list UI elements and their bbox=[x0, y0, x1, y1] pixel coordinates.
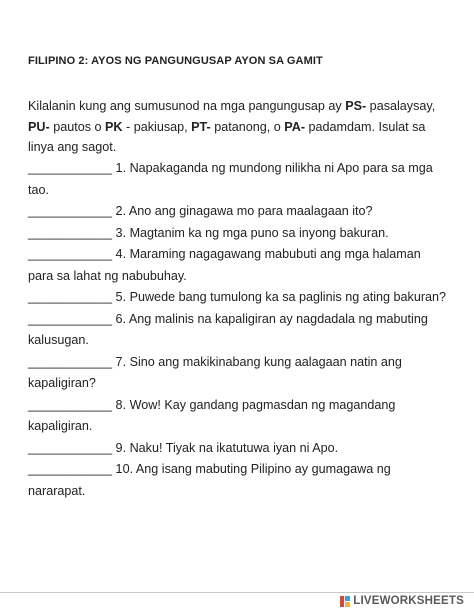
brand-logo[interactable] bbox=[340, 595, 464, 607]
answer-blank[interactable]: ____________ bbox=[28, 440, 113, 455]
question-item bbox=[28, 352, 448, 395]
instructions-paragraph bbox=[28, 96, 448, 158]
question-text: 5. Puwede bang tumulong ka sa paglinis ng ating bakuran? bbox=[112, 290, 447, 304]
brand-name: LIVEWORKSHEETS bbox=[353, 595, 464, 607]
question-text: 7. Sino ang makikinabang kung aalagaan natin ang kapaligiran? bbox=[28, 354, 402, 390]
question-text: 1. Napakaganda ng mundong nilikha ni Apo para sa mga tao. bbox=[28, 161, 433, 197]
instruction-text: padamdam. Isulat sa linya ang sagot. bbox=[28, 119, 426, 154]
answer-blank[interactable]: ____________ bbox=[28, 290, 113, 304]
answer-blank[interactable]: ____________ bbox=[28, 397, 113, 412]
instruction-code: PK bbox=[105, 119, 123, 134]
instruction-text: patanong, o bbox=[210, 119, 285, 134]
question-item bbox=[28, 287, 448, 309]
answer-blank[interactable]: ____________ bbox=[28, 161, 113, 175]
instruction-text: Kilalanin kung ang sumusunod na mga pangungusap ay bbox=[28, 99, 346, 113]
answer-blank[interactable]: ____________ bbox=[28, 247, 113, 261]
question-text: 10. Ang isang mabuting Pilipino ay gumagawa ng nararapat. bbox=[28, 462, 391, 498]
answer-blank[interactable]: ____________ bbox=[28, 354, 113, 369]
question-item bbox=[28, 309, 448, 352]
instruction-code: PA- bbox=[284, 119, 306, 134]
question-item bbox=[28, 223, 448, 245]
answer-blank[interactable]: ____________ bbox=[28, 225, 113, 240]
instruction-text: pautos o bbox=[49, 119, 106, 134]
instruction-code: PU- bbox=[28, 119, 50, 134]
footer-bar bbox=[0, 592, 474, 611]
question-item bbox=[28, 201, 448, 223]
liveworksheets-logo-icon bbox=[340, 596, 350, 607]
answer-blank[interactable]: ____________ bbox=[28, 462, 113, 476]
question-item bbox=[28, 395, 448, 438]
instruction-code: PT- bbox=[191, 119, 211, 134]
question-item bbox=[28, 158, 448, 201]
question-item bbox=[28, 459, 448, 502]
answer-blank[interactable]: ____________ bbox=[28, 311, 113, 326]
instruction-text: - pakiusap, bbox=[122, 119, 192, 134]
answer-blank[interactable]: ____________ bbox=[28, 204, 113, 218]
question-list bbox=[28, 158, 448, 502]
question-text: 2. Ano ang ginagawa mo para maalagaan ito? bbox=[112, 204, 373, 218]
instruction-text: pasalaysay, bbox=[366, 99, 436, 113]
question-text: 4. Maraming nagagawang mabubuti ang mga halaman para sa lahat ng nabubuhay. bbox=[28, 247, 421, 283]
worksheet-title: FILIPINO 2: AYOS NG PANGUNGUSAP AYON SA GAMIT bbox=[28, 55, 323, 67]
question-text: 6. Ang malinis na kapaligiran ay nagdadala ng mabuting kalusugan. bbox=[28, 311, 428, 347]
question-text: 9. Naku! Tiyak na ikatutuwa iyan ni Apo. bbox=[112, 440, 339, 455]
question-item bbox=[28, 438, 448, 460]
instruction-code: PS- bbox=[345, 99, 367, 113]
question-text: 8. Wow! Kay gandang pagmasdan ng magandang kapaligiran. bbox=[28, 397, 396, 433]
question-item bbox=[28, 244, 448, 287]
question-text: 3. Magtanim ka ng mga puno sa inyong bakuran. bbox=[112, 225, 389, 240]
